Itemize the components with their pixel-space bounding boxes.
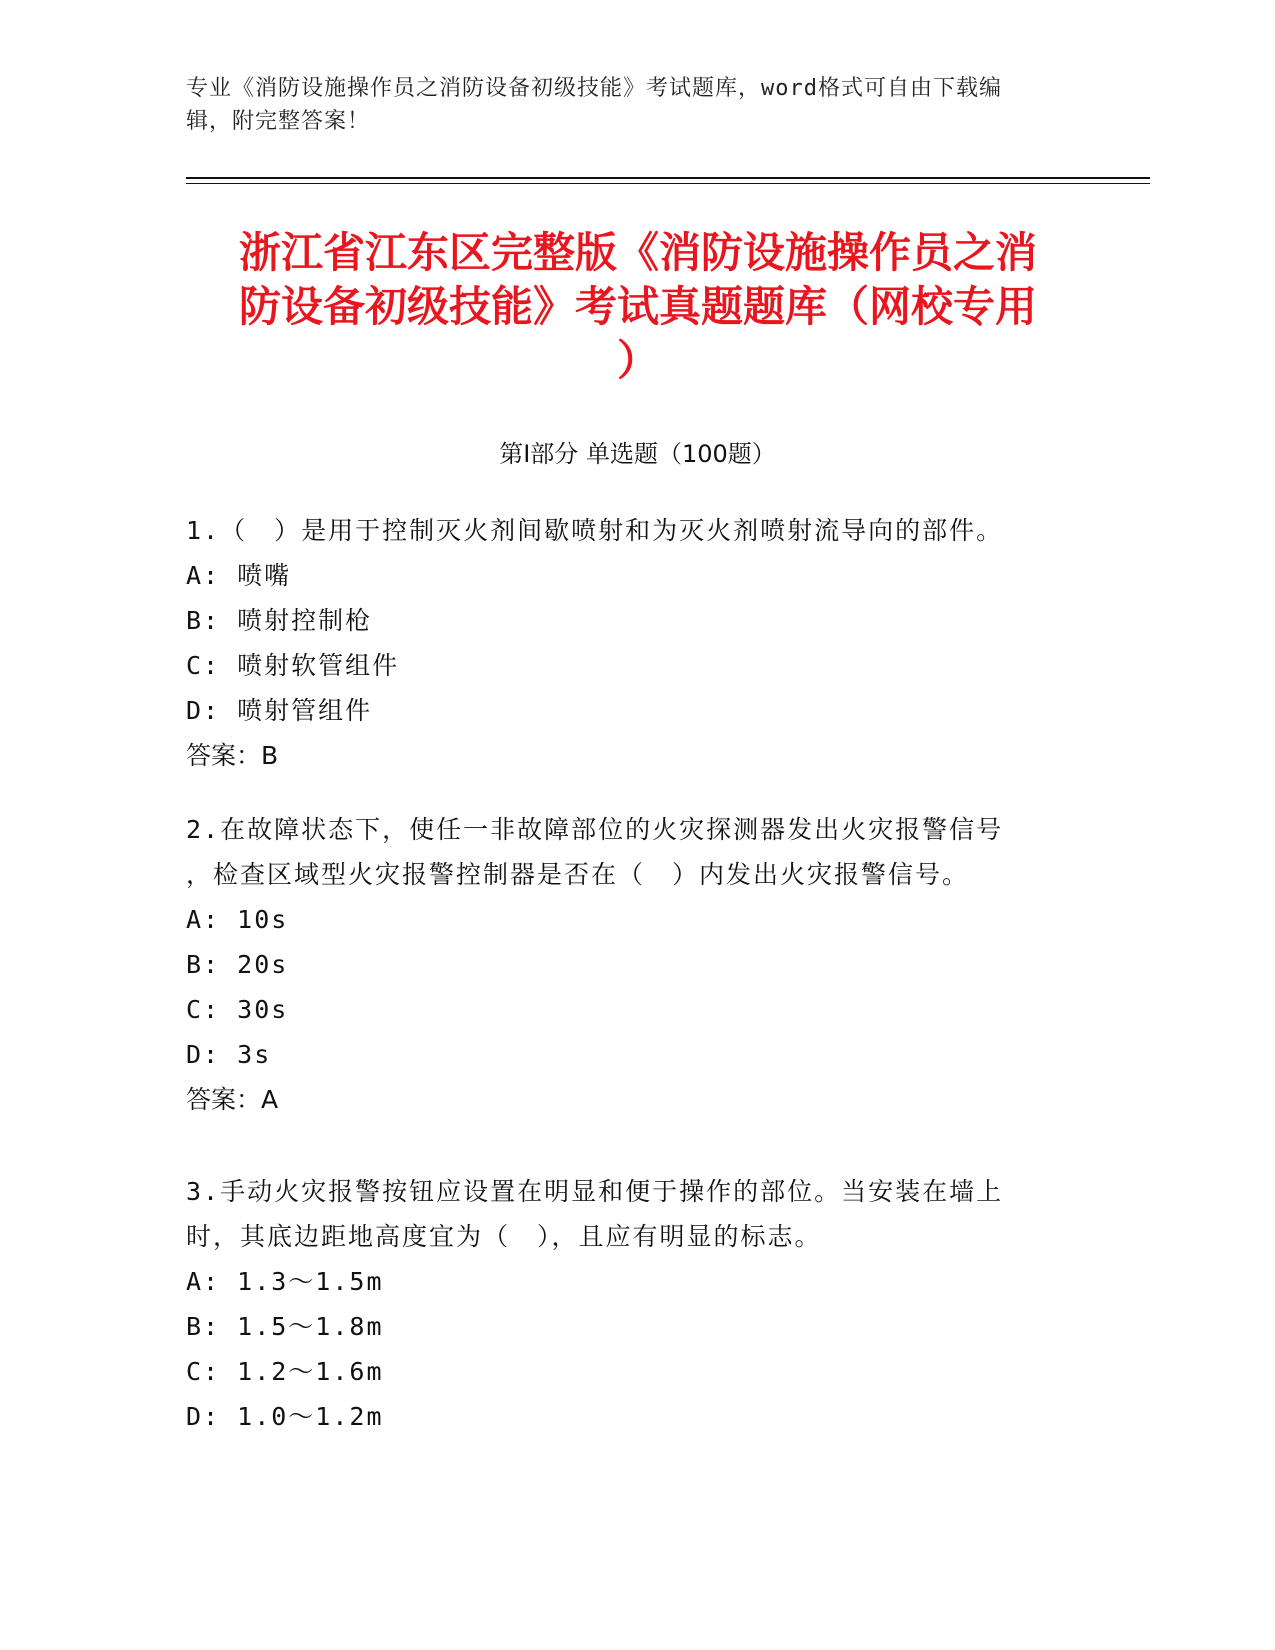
document-title-line: ）: [616, 336, 659, 385]
option-b: B: 1.5～1.8m: [186, 1312, 384, 1341]
document-title-line: 防设备初级技能》考试真题题库（网校专用: [238, 282, 1037, 331]
question-3: [186, 1169, 1086, 1439]
header-divider: [186, 177, 1150, 179]
option-c: C: 30s: [186, 995, 289, 1024]
option-c: C: 1.2～1.6m: [186, 1357, 384, 1386]
option-b: B: 20s: [186, 950, 289, 979]
question-stem: 时，其底边距地高度宜为（ ），且应有明显的标志。: [186, 1222, 822, 1251]
section-heading: 第Ⅰ部分 单选题（100题）: [499, 440, 776, 468]
header-note-line: 辑，附完整答案！: [186, 109, 371, 134]
header-note: [186, 72, 1066, 138]
option-d: D: 1.0～1.2m: [186, 1402, 384, 1431]
question-stem: 3.手动火灾报警按钮应设置在明显和便于操作的部位。当安装在墙上: [186, 1177, 1004, 1206]
answer: 答案：B: [186, 741, 279, 770]
option-a: A: 喷嘴: [186, 561, 292, 590]
option-a: A: 1.3～1.5m: [186, 1267, 384, 1296]
header-note-line: 专业《消防设施操作员之消防设备初级技能》考试题库，word格式可自由下载编: [186, 76, 1002, 101]
answer: 答案：A: [186, 1085, 279, 1114]
question-2: [186, 807, 1086, 1122]
document-title-line: 浙江省江东区完整版《消防设施操作员之消: [238, 228, 1037, 277]
question-1: [186, 508, 1086, 778]
header-divider-thin: [186, 183, 1150, 184]
question-stem: 1.（ ）是用于控制灭火剂间歇喷射和为灭火剂喷射流导向的部件。: [186, 516, 1004, 545]
option-d: D: 喷射管组件: [186, 696, 373, 725]
option-b: B: 喷射控制枪: [186, 606, 373, 635]
question-stem: ，检查区域型火灾报警控制器是否在（ ）内发出火灾报警信号。: [186, 860, 970, 889]
document-title: [186, 226, 1090, 388]
option-d: D: 3s: [186, 1040, 272, 1069]
question-stem: 2.在故障状态下，使任一非故障部位的火灾探测器发出火灾报警信号: [186, 815, 1004, 844]
option-a: A: 10s: [186, 905, 289, 934]
option-c: C: 喷射软管组件: [186, 651, 400, 680]
